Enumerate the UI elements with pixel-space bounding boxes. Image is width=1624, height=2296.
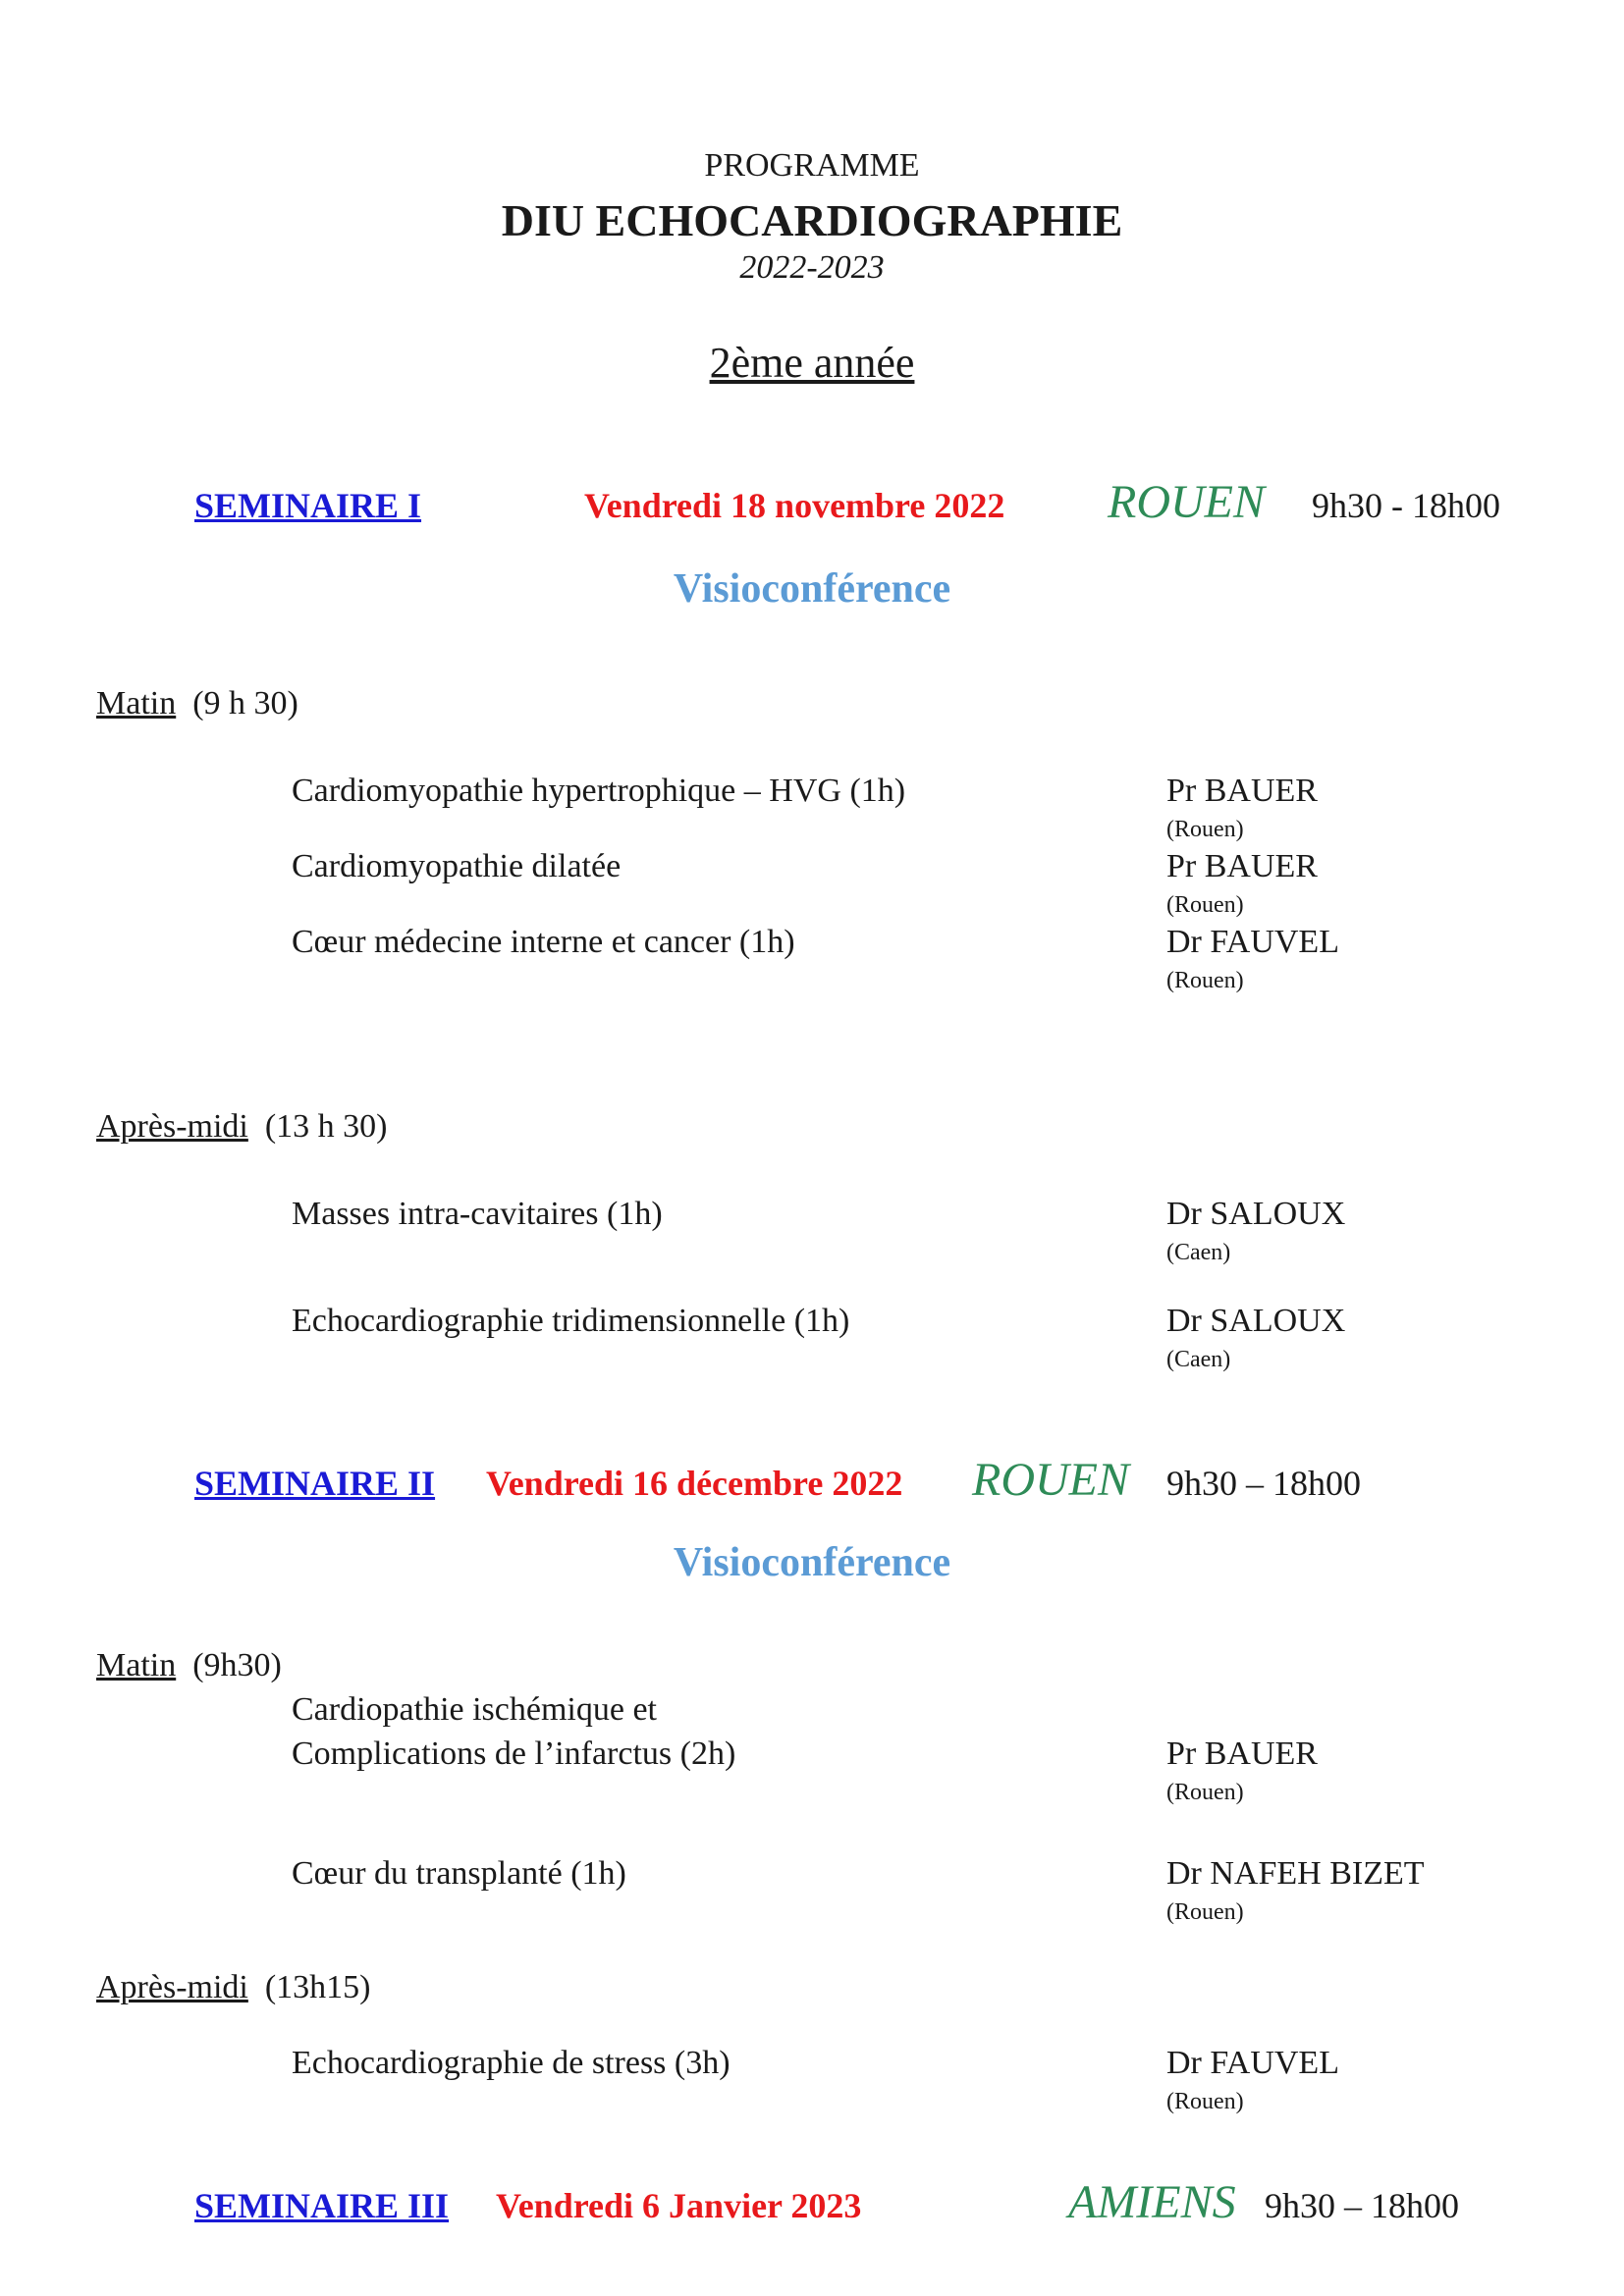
- topic: Echocardiographie tridimensionnelle (1h): [292, 1303, 850, 1339]
- programme-label: PROGRAMME: [704, 147, 920, 184]
- topic-line: Cardiopathie ischémique et: [292, 1691, 657, 1728]
- topic: Complications de l’infarctus (2h): [292, 1735, 736, 1772]
- seminar-3-date: Vendredi 6 Janvier 2023: [496, 2186, 862, 2225]
- morning-time: (9 h 30): [192, 685, 298, 721]
- topic: Masses intra-cavitaires (1h): [292, 1196, 663, 1232]
- seminar-2-date: Vendredi 16 décembre 2022: [486, 1464, 903, 1503]
- seminar-2-city: ROUEN: [972, 1454, 1129, 1506]
- seminar-3-link[interactable]: SEMINAIRE III: [194, 2186, 450, 2225]
- speaker-institution: (Caen): [1166, 1240, 1231, 1265]
- speaker: Pr BAUER: [1166, 848, 1318, 884]
- speaker: Dr FAUVEL: [1166, 2045, 1339, 2081]
- seminar-1-date: Vendredi 18 novembre 2022: [584, 486, 1005, 525]
- topic: Cardiomyopathie dilatée: [292, 848, 622, 884]
- speaker: Dr SALOUX: [1166, 1303, 1346, 1339]
- afternoon-label: Après-midi: [96, 1969, 248, 2005]
- speaker: Dr SALOUX: [1166, 1196, 1346, 1232]
- topic: Cœur médecine interne et cancer (1h): [292, 924, 795, 960]
- speaker: Dr FAUVEL: [1166, 924, 1339, 960]
- seminar-3-time: 9h30 – 18h00: [1265, 2186, 1459, 2225]
- document-title: DIU ECHOCARDIOGRAPHIE: [501, 195, 1123, 245]
- seminar-2-link[interactable]: SEMINAIRE II: [194, 1464, 436, 1503]
- morning-label: Matin: [96, 1647, 177, 1683]
- afternoon-time: (13 h 30): [264, 1108, 388, 1145]
- seminar-2-time: 9h30 – 18h00: [1166, 1464, 1361, 1503]
- year-of-study: 2ème année: [709, 339, 915, 387]
- topic: Cœur du transplanté (1h): [292, 1855, 626, 1892]
- topic: Cardiomyopathie hypertrophique – HVG (1h): [292, 773, 906, 809]
- seminar-1-mode: Visioconférence: [673, 566, 951, 612]
- speaker-institution: (Rouen): [1166, 817, 1244, 842]
- seminar-2-mode: Visioconférence: [673, 1540, 951, 1585]
- morning-time: (9h30): [192, 1647, 282, 1683]
- speaker-institution: (Rouen): [1166, 1899, 1244, 1925]
- seminar-1-link[interactable]: SEMINAIRE I: [194, 486, 422, 525]
- seminar-1-time: 9h30 - 18h00: [1312, 486, 1500, 525]
- afternoon-label: Après-midi: [96, 1108, 248, 1145]
- academic-years: 2022-2023: [739, 249, 885, 286]
- speaker-institution: (Rouen): [1166, 2089, 1244, 2114]
- speaker: Pr BAUER: [1166, 773, 1318, 809]
- speaker: Dr NAFEH BIZET: [1166, 1855, 1425, 1892]
- seminar-1-afternoon-heading: [96, 1108, 388, 1146]
- speaker-institution: (Rouen): [1166, 968, 1244, 993]
- seminar-2-morning-heading: [96, 1647, 282, 1684]
- topic: Echocardiographie de stress (3h): [292, 2045, 731, 2081]
- speaker-institution: (Rouen): [1166, 1780, 1244, 1805]
- speaker-institution: (Rouen): [1166, 892, 1244, 918]
- afternoon-time: (13h15): [264, 1969, 371, 2005]
- seminar-3-city: AMIENS: [1068, 2176, 1236, 2228]
- seminar-1-morning-heading: [96, 685, 298, 722]
- speaker-institution: (Caen): [1166, 1347, 1231, 1372]
- seminar-2-afternoon-heading: [96, 1969, 371, 2006]
- speaker: Pr BAUER: [1166, 1735, 1318, 1772]
- morning-label: Matin: [96, 685, 177, 721]
- seminar-1-city: ROUEN: [1108, 476, 1265, 528]
